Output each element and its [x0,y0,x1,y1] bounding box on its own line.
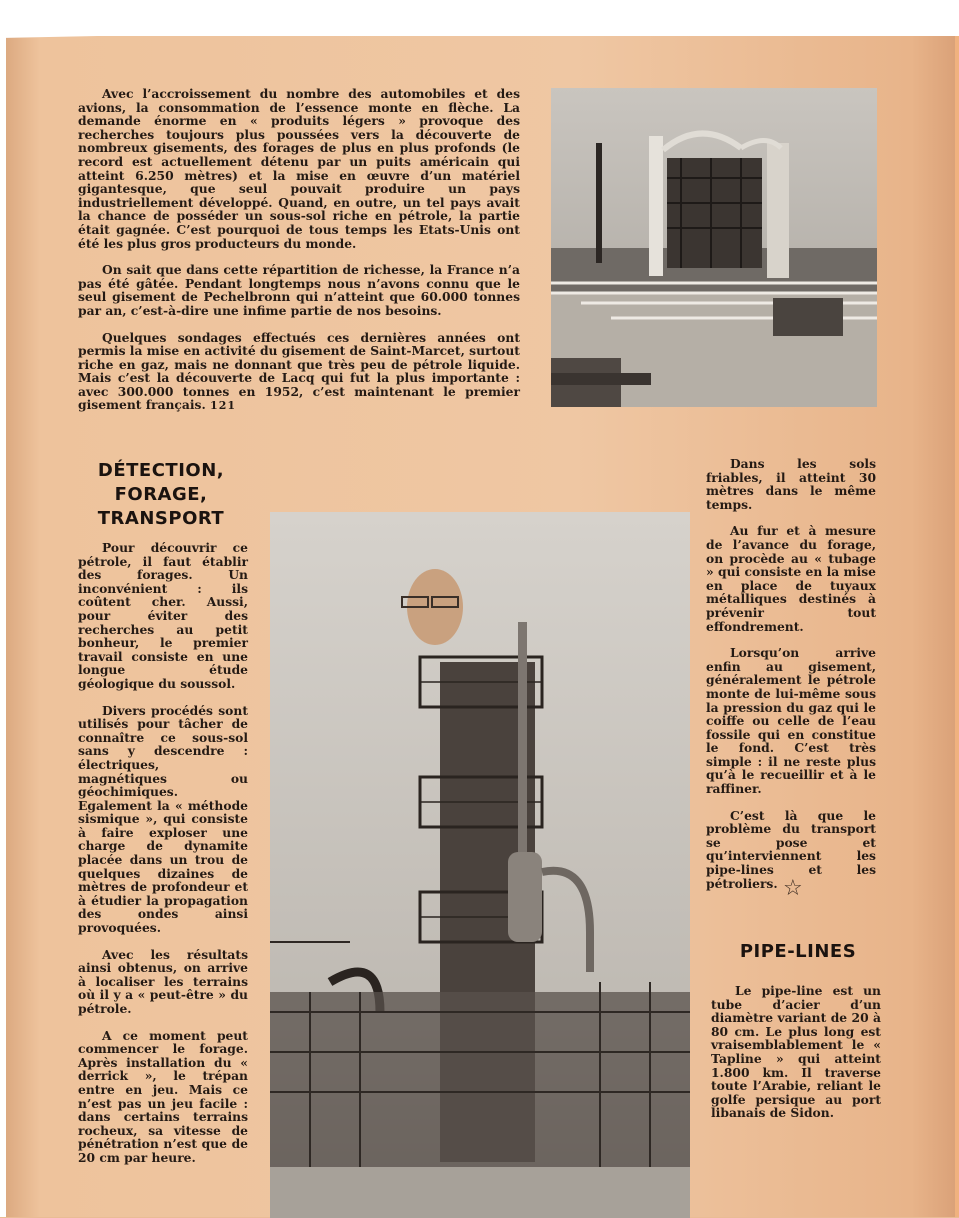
scan-margin-left [0,36,6,1217]
left-paragraph-3: Avec les résultats ainsi obtenus, on arrive à localiser les terrains où il y a « peut-être » du pétrole. [78,946,248,1016]
scan-margin-right [955,36,959,1217]
pipelines-paragraph: Le pipe-line est un tube d’acier d’un diamètre variant de 20 à 80 cm. Le plus long est vraisemblablement le « Tapline » qui atteint 1.800 km. Il traverse toute l’Arabie, reliant le golfe persique au port libanais de Sidon. [711,983,881,1121]
distillation-tower-photo [270,512,690,1218]
refinery-photo [551,88,877,407]
left-paragraph-2: Divers procédés sont utilisés pour tâcher de connaître ce sous-sol sans y descendre : électriques, magnétiques ou géochimiques. Egalement la « méthode sismique », qui consiste à faire exploser une charge de dynamite placée dans un trou de quelques dizaines de mètres de profondeur et à étudier la propagation des ondes ainsi provoquées. [78,702,248,936]
intro-text [78,87,520,426]
section-heading-pipelines: PIPE-LINES [739,941,857,962]
pipelines-column [711,984,881,1133]
tower-illustration [270,512,690,1218]
intro-paragraph-3 [78,331,520,414]
left-paragraph-4: A ce moment peut commencer le forage. Après installation du « derrick », le trépan entre en jeu. Mais ce n’est pas un jeu facile : dans certains terrains rocheux, sa vitesse de pénétration n’est que de 20 cm par heure. [78,1027,248,1165]
intro-paragraph-2: On sait que dans cette répartition de richesse, la France n’a pas été gâtée. Pendant longtemps nous n’avons connu que le seul gisement de Pechelbronn qui n’atteint que 60.000 tonnes par an, c’est-à-dire une infime partie de nos besoins. [78,262,520,318]
intro-paragraph-1: Avec l’accroissement du nombre des automobiles et des avions, la consommation de l’essence monte en flèche. La demande énorme en « produits légers » provoque des recherches toujours plus poussées vers la découverte de nombreux gisements, des forages de plus en plus profonds (le record est actuellement détenu par un puits américain qui atteint 6.250 mètres) et la mise en œuvre d’un matériel gigantesque, que seul pouvait produire un pays industriellement développé. Quand, en outre, un tel pays avait la chance de posséder un sous-sol riche en pétrole, la partie était gagnée. C’est pourquoi de tous temps les Etats-Unis ont été les plus gros producteurs du monde. [78,86,520,251]
scan-margin-top-edge [0,18,959,38]
right-paragraph-3: Lorsqu’on arrive enfin au gisement, généralement le pétrole monte de lui-même sous la pression du gaz qui le coiffe ou celle de l’eau fossile qui en constitue le fond. C’est très simple : il ne reste plus qu’à le recueillir et à le raffiner. [706,645,876,797]
intro-paragraph-3-text: Quelques sondages effectués ces dernières années ont permis la mise en activité du gisement de Saint-Marcet, surtout riche en gaz, mais ne donnant que très peu de pétrole liquide. Mais c’est la découverte de Lacq qui fut la plus importante : avec 300.000 tonnes en 1952, c’est maintenant le premier gisement français. [78,329,520,413]
right-paragraph-4: C’est là que le problème du transport se pose et qu’interviennent les pipe-lines et les pétroliers. [706,807,876,891]
right-paragraph-2: Au fur et à mesure de l’avance du forage, on procède au « tubage » qui consiste en la mise en place de tuyaux métalliques destinés à prévenir tout effondrement. [706,523,876,634]
refinery-illustration [551,88,877,407]
star-icon: ☆ [783,876,803,901]
section-heading-detection: DÉTECTION, FORAGE, TRANSPORT [97,460,225,529]
right-column [706,457,876,903]
right-paragraph-1: Dans les sols friables, il atteint 30 mètres dans le même temps. [706,456,876,512]
left-column [78,541,248,1178]
photo-mark: 121 [210,399,237,413]
left-paragraph-1: Pour découvrir ce pétrole, il faut établir des forages. Un inconvénient : ils coûtent cher. Aussi, pour éviter des recherches au petit bonheur, le premier travail consiste en une longue étude géologique du soussol. [78,540,248,691]
